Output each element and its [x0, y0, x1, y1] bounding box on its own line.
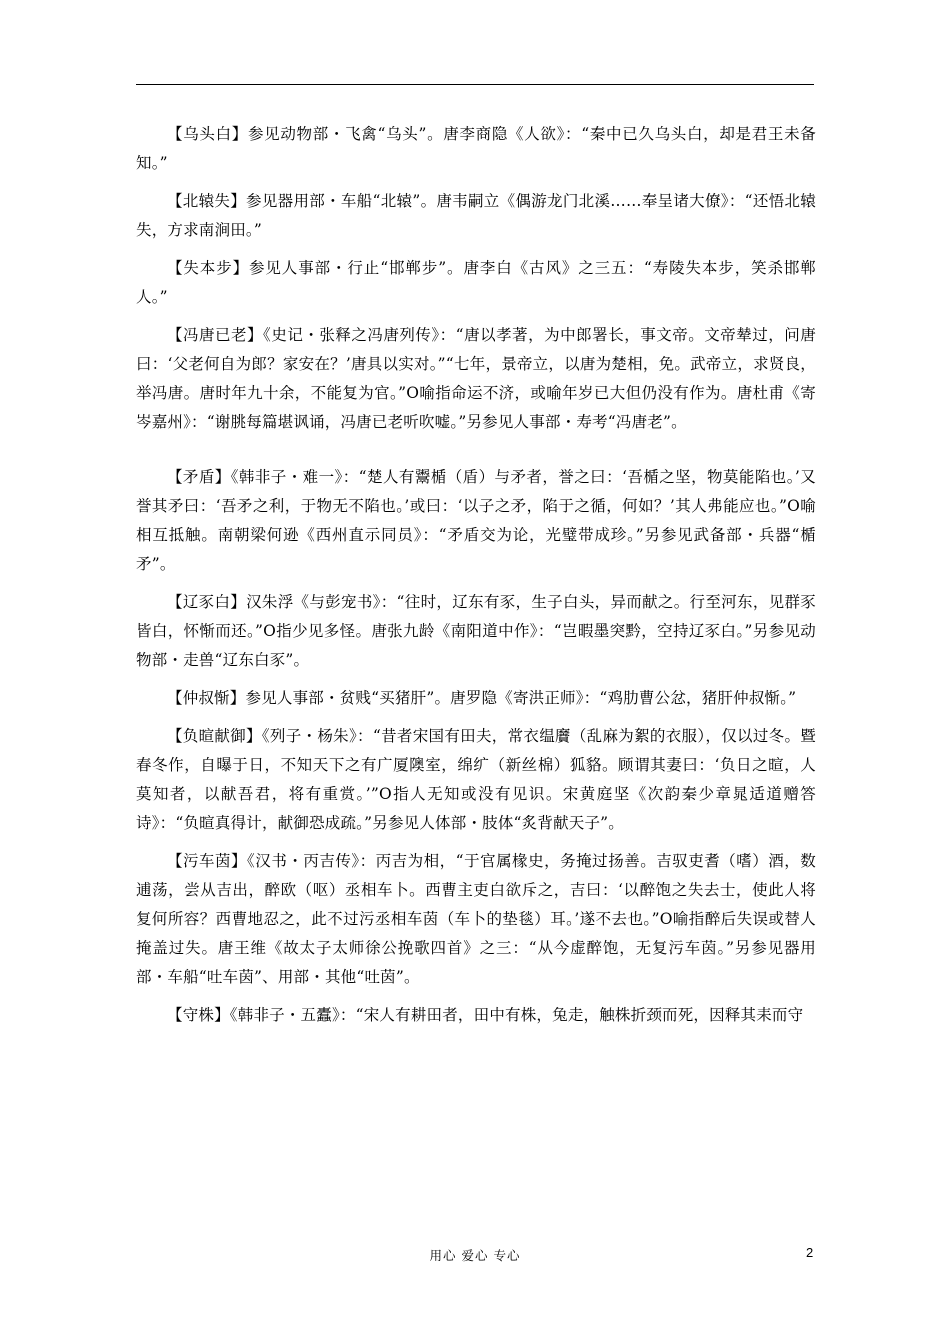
entry-fuxuanxianyu: 【负暄献御】《列子・杨朱》：“昔者宋国有田夫，常衣缊黂（乱麻为絮的衣服），仅以过冬。暨春冬作，自曝于日，不知天下之有广厦隩室，绵纩（新丝棉）狐貉。顾谓其妻曰：‘负日之暄，人莫知者，以献吾君，将有重赏。’”О指人无知或没有见识。宋黄庭坚《次韵秦少章晁适道赠答诗》：“负暄真得计，献御恐成疏。”另参见人体部・肢体“炙背献天子”。 [136, 727, 816, 832]
entry-wutoubai: 【乌头白】参见动物部・飞禽“乌头”。唐李商隐《人欲》：“秦中已久乌头白，却是君王未备知。” [136, 125, 816, 172]
header-rule [136, 84, 814, 85]
entry-liaoshibai: 【辽豕白】汉朱浮《与彭宠书》：“往时，辽东有豕，生子白头，异而献之。行至河东，见群豕皆白，怀惭而还。”О指少见多怪。唐张九龄《南阳道中作》：“岂暇墨突黔，空持辽豕白。”另参见动物部・走兽“辽东白豕”。 [136, 593, 816, 669]
entry-zhongshucan: 【仲叔惭】参见人事部・贫贱“买猪肝”。唐罗隐《寄洪正师》：“鸡肋曹公忿，猪肝仲叔惭。” [167, 689, 797, 707]
entry-shibenbu: 【失本步】参见人事部・行止“邯郸步”。唐李白《古风》之三五：“寿陵失本步，笑杀邯郸人。” [136, 259, 816, 306]
entry-fengtangyilao: 【冯唐已老】《史记・张释之冯唐列传》：“唐以孝著，为中郎署长，事文帝。文帝辇过，问唐曰：‘父老何自为郎？家安在？’唐具以实对。”“七年，景帝立，以唐为楚相，免。武帝立，求贤良，举冯唐。唐时年九十余，不能复为官。”О喻指命运不济，或喻年岁已大但仍没有作为。唐杜甫《寄岑嘉州》：“谢朓每篇堪讽诵，冯唐已老听吹嘘。”另参见人事部・寿考“冯唐老”。 [136, 326, 816, 431]
entry-wucheyin: 【污车茵】《汉书・丙吉传》：丙吉为相，“于官属椽史，务掩过扬善。吉驭吏耆（嗜）酒，数逋荡，尝从吉出，醉欧（呕）丞相车卜。西曹主吏白欲斥之，吉曰：‘以醉饱之失去士，使此人将复何所容？西曹地忍之，此不过污丞相车茵（车卜的垫毯）耳。’遂不去也。”О喻指醉后失误或替人掩盖过失。唐王维《故太子太师徐公挽歌四首》之三：“从今虚醉饱，无复污车茵。”另参见器用部・车船“吐车茵”、用部・其他“吐茵”。 [136, 852, 816, 986]
footer-motto: 用心 爱心 专心 [429, 1248, 521, 1263]
entry-beiyuanshi: 【北辕失】参见器用部・车船“北辕”。唐韦嗣立《偶游龙门北溪……奉呈诸大僚》：“还悟北辕失，方求南涧田。” [136, 192, 816, 239]
body-text [136, 120, 816, 1039]
entry-maodun: 【矛盾】《韩非子・难一》：“楚人有鬻楯（盾）与矛者，誉之曰：‘吾楯之坚，物莫能陷也。’又誉其矛曰：‘吾矛之利，于物无不陷也。’或曰：‘以子之矛，陷于之循，何如？’其人弗能应也。”О喻相互抵触。南朝梁何逊《西州直示同员》：“矛盾交为论，光璧带成珍。”另参见武备部・兵器“楯矛”。 [136, 468, 816, 573]
entry-shouzhu: 【守株】《韩非子・五蠹》：“宋人有耕田者，田中有株，兔走，触株折颈而死，因释其耒而守 [167, 1006, 804, 1024]
page-number: 2 [806, 1245, 814, 1260]
